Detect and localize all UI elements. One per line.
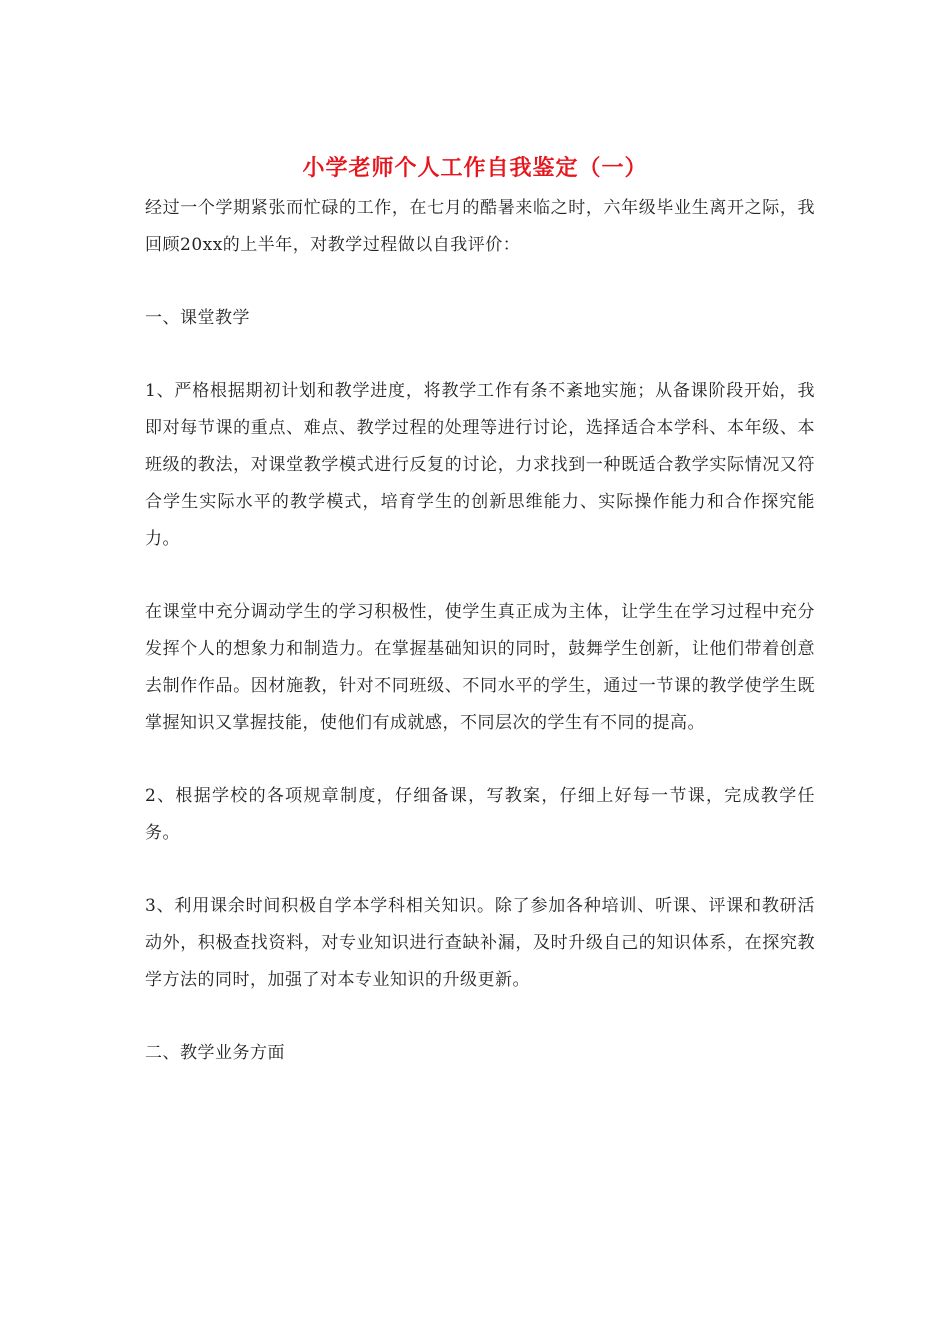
body-paragraph: 1、严格根据期初计划和教学进度，将教学工作有条不紊地实施；从备课阶段开始，我即对每节课的重点、难点、教学过程的处理等进行讨论，选择适合本学科、本年级、本班级的教法，对课堂教学模式进行反复的讨论，力求找到一种既适合教学实际情况又符合学生实际水平的教学模式，培育学生的创新思维能力、实际操作能力和合作探究能力。: [145, 381, 815, 549]
intro-paragraph: 经过一个学期紧张而忙碌的工作，在七月的酷暑来临之时，六年级毕业生离开之际，我回顾20xx的上半年，对教学过程做以自我评价：: [145, 198, 815, 255]
document-body: [145, 190, 815, 1108]
section-heading-classroom-teaching: 一、课堂教学: [145, 308, 250, 328]
body-paragraph: 2、根据学校的各项规章制度，仔细备课，写教案，仔细上好每一节课，完成教学任务。: [145, 786, 815, 843]
section-heading-teaching-business: 二、教学业务方面: [145, 1043, 285, 1063]
body-paragraph: 在课堂中充分调动学生的学习积极性，使学生真正成为主体，让学生在学习过程中充分发挥个人的想象力和制造力。在掌握基础知识的同时，鼓舞学生创新，让他们带着创意去制作作品。因材施教，针对不同班级、不同水平的学生，通过一节课的教学使学生既掌握知识又掌握技能，使他们有成就感，不同层次的学生有不同的提高。: [145, 602, 815, 733]
document-title: 小学老师个人工作自我鉴定（一）: [302, 155, 648, 181]
body-paragraph: 3、利用课余时间积极自学本学科相关知识。除了参加各种培训、听课、评课和教研活动外，积极查找资料，对专业知识进行查缺补漏，及时升级自己的知识体系，在探究教学方法的同时，加强了对本专业知识的升级更新。: [145, 896, 815, 990]
